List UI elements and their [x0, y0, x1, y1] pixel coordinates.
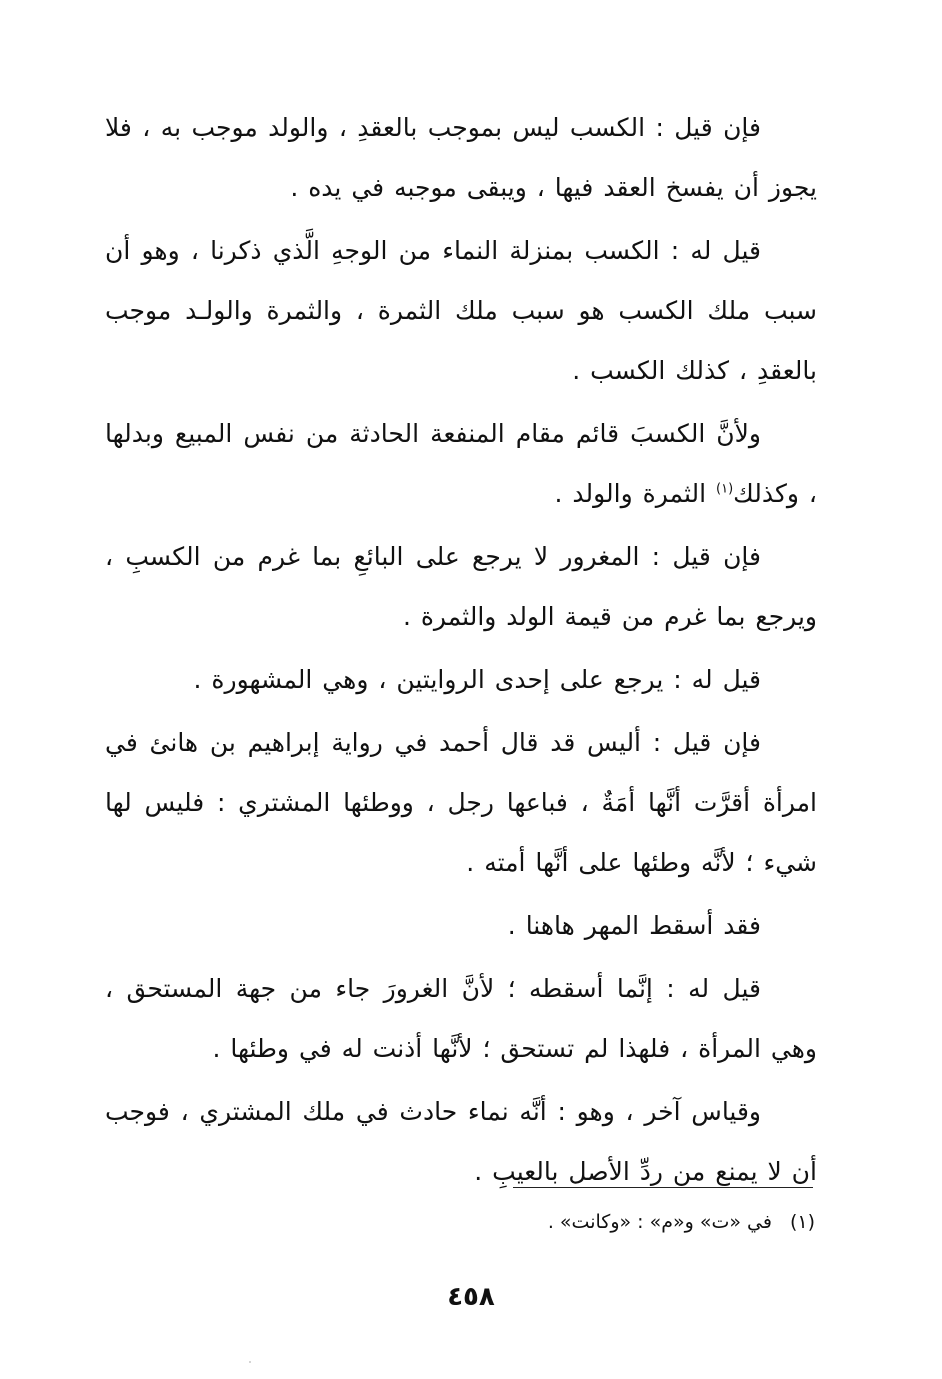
paragraph-3-kadhalika: وكذلك — [733, 479, 799, 508]
paragraph-8: قيل له : إنَّما أسقطه ؛ لأنَّ الغرورَ جاء من جهة المستحق ، وهي المرأة ، فلهذا لم تستحق ؛ لأنَّها أذنت له في وطئها . — [105, 974, 817, 1063]
paragraph-1: فإن قيل : الكسب ليس بموجب بالعقدِ ، والولد موجب به ، فلا يجوز أن يفسخ العقد فيها ، ويبقى موجبه في يده . — [105, 113, 817, 202]
paragraph-7: فقد أسقط المهر هاهنا . — [507, 911, 761, 940]
page-body — [105, 98, 817, 1205]
paragraph-3-text: ولأنَّ الكسبَ قائم مقام المنفعة الحادثة من نفس المبيع وبدلها ، — [105, 419, 817, 508]
paragraph-2: قيل له : الكسب بمنزلة النماء من الوجهِ الَّذي ذكرنا ، وهو أن سبب ملك الكسب هو سبب ملك الثمرة ، والثمرة والولـد موجب بالعقدِ ، كذلك الكسب . — [105, 236, 817, 385]
footnote-reference: (١) — [716, 481, 734, 497]
scan-speck — [249, 1361, 251, 1363]
paragraph-6: فإن قيل : أليس قد قال أحمد في رواية إبراهيم بن هانئ في امرأة أقرَّت أنَّها أمَةٌ ، فباعها رجل ، ووطئها المشتري : فليس لها شيء ؛ لأنَّه وطئها على أنَّها أمته . — [105, 728, 817, 877]
paragraph-5: قيل له : يرجع على إحدى الروايتين ، وهي المشهورة . — [193, 665, 761, 694]
footnote-text: في «ت» و«م» : «وكانت» . — [547, 1211, 772, 1233]
paragraph-3-end: الثمرة والولد . — [554, 479, 707, 508]
paragraph-9: وقياس آخر ، وهو : أنَّه نماء حادث في ملك المشتري ، فوجب أن لا يمنع من ردِّ الأصل بالعيبِ . — [105, 1097, 817, 1186]
page-number: ٤٥٨ — [447, 1282, 495, 1312]
paragraph-3 — [105, 404, 817, 524]
footnote — [548, 1208, 815, 1236]
paragraph-4: فإن قيل : المغرور لا يرجع على البائعِ بما غرم من الكسبِ ، ويرجع بما غرم من قيمة الولد والثمرة . — [105, 542, 817, 631]
footnote-divider — [513, 1187, 813, 1188]
footnote-number: (١) — [789, 1211, 815, 1233]
